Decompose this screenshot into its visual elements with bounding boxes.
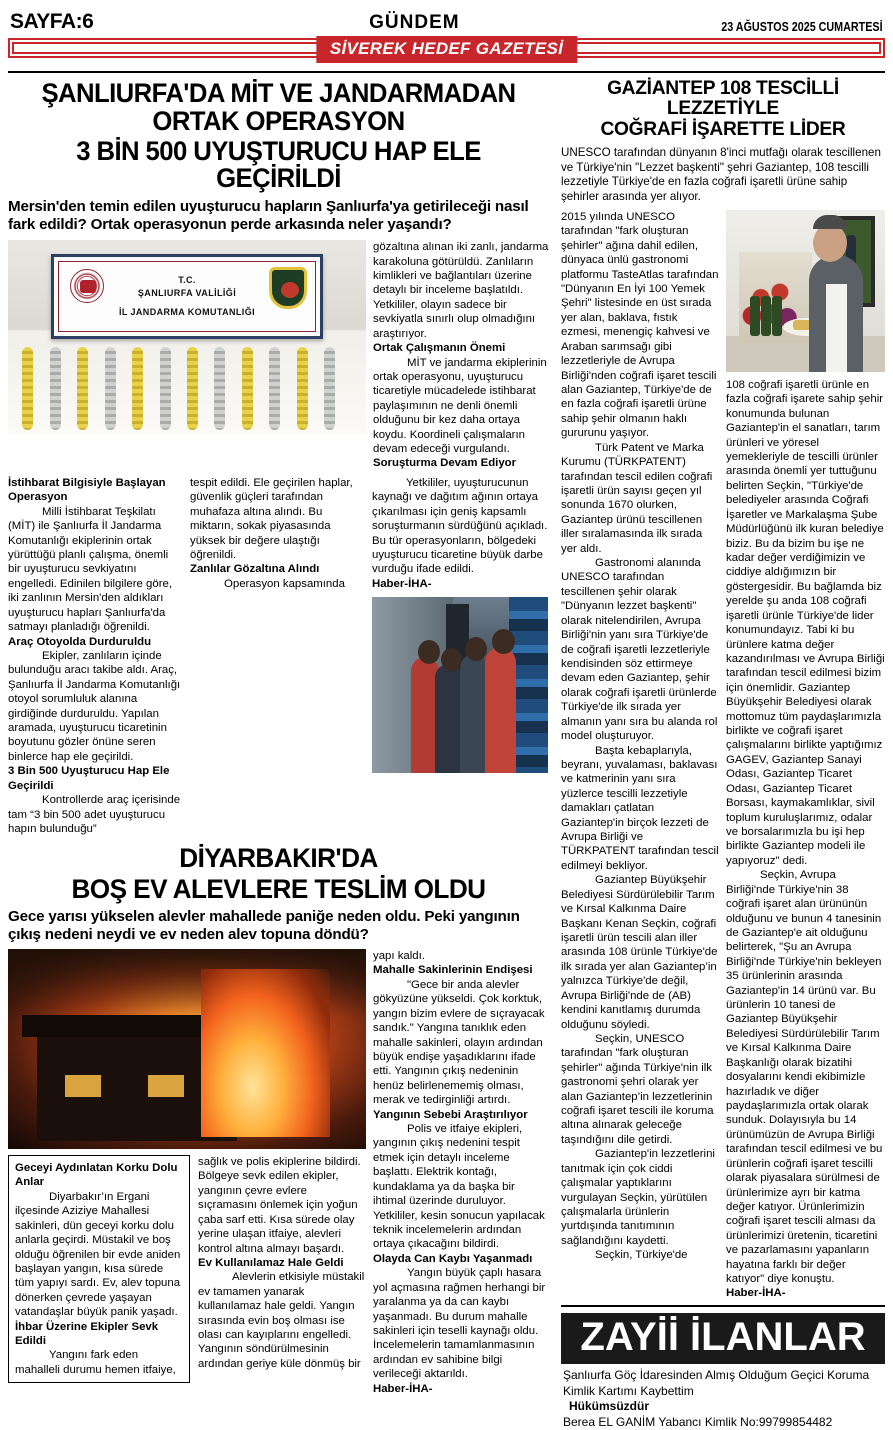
article-gaziantep-geographic-indication — [561, 79, 885, 1301]
article3-column-a — [561, 210, 719, 1301]
zayii-line-1: Şanlıurfa Göç İdaresinden Almış Olduğum Geçici Koruma Kimlik Kartımı Kaybettim — [563, 1367, 870, 1398]
content-grid — [8, 76, 885, 1430]
a2-c-p3: Yangın büyük çaplı hasara yol açmasına rağmen herhangi bir yaralanma ya da can kaybı yaşanmadı. Bu durum mahalle sakinleri için teselli kaynağı oldu. İncelemelerin tamamlanmasının ardından ev sahibine bilgi verileceği aktarıldı. — [373, 1267, 546, 1381]
a3-a-p2: Türk Patent ve Marka Kurumu (TÜRKPATENT) tarafından tescil edilen coğrafi işaretli ürün sayısı geçen yıl sonunda 1670 olurken, Gaziantep ürünü tescillenen iller sıralamasında ilk sırada yer aldı. — [561, 441, 713, 555]
a3-a-p4: Başta kebaplarıyla, beyranı, yuvalaması, baklavası ve katmerinin yanı sıra yüzlerce tescilli lezzetiyle damakları çatlatan Gaziantep'in birçok lezzeti de Avrupa Birliği ve TÜRKPATENT tarafından tescil edilmeyi bekliyor. — [561, 744, 719, 872]
article2-headline-line1: DİYARBAKIR'DA — [179, 843, 378, 874]
a1-a-h1: İstihbarat Bilgisiyle Başlayan Operasyon — [8, 476, 166, 504]
article1-column-a — [8, 476, 183, 837]
a3-a-p8: Seçkin, Türkiye'de — [595, 1249, 688, 1262]
article1-headline-line1: ŞANLIURFA'DA MİT VE JANDARMADAN ORTAK OPERASYON — [41, 78, 516, 136]
zayii-notice — [561, 1364, 885, 1430]
article3-photo-official-with-products — [726, 210, 885, 372]
article1-subhead: Mersin'den temin edilen uyuşturucu hapların Şanlıurfa'ya getirileceği nasıl fark edildi? Ortak operasyonun perde arkasında neler yaşandı? — [8, 198, 529, 234]
a3-b-p1: 108 coğrafi işaretli ürünle en fazla coğrafi işarete sahip şehir konumunda bulunan Gaziantep'in el sanatları, tarım ürünleri ve yöresel yemekleriyle de tescilli ürünler arasında önemli yer tuttuğunu belirten Seçkin, "Türkiye'de belediyeler arasında Coğrafi İşaretler ve Markalaşma Şube Müdürlüğünü ilk kuran belediye biziz. Bu da bizim bu işe ne kadar değer verdiğimizin ve ciddiye aldığımızın bir göstergesidir. Bu bağlamda biz yerelde şu anda 108 coğrafi işaretli ürünle Türkiye'de lider konumundayız. Tabi ki bu ürünlere katma değer kazandırılması ve Avrupa Birliği tarafından tescil edilmesi bizim için önemlidir. Gaziantep Büyükşehir Belediyesi olarak mottomuz tüm paydaşlarımızla birlikte ve coğrafi işaret çalışmalarını birlikte yaptığımız GAGEV, Gaziantep Sanayi Odası, Gaziantep Ticaret Odası, Gaziantep Ticaret Borsası, kaymakamlıklar, sivil toplum kuruluşlarımız, odalar ve borsalarımızla bu işi hep birlikte Gaziantep modeli ile yapıyoruz" dedi. — [726, 378, 885, 867]
masthead-divider — [8, 71, 885, 73]
zayii-ilanlar-section — [561, 1305, 885, 1430]
article3-lead: UNESCO tarafından dünyanın 8'inci mutfağı olarak tescillenen ve Türkiye'nin "Lezzet başkenti" şehri Gaziantep, 108 tescilli lezzetiyle Türkiye'de en fazla coğrafi işaretli ürüne sahip şehirler arasında yer alıyor. — [561, 146, 881, 204]
a1-a-p3: Kontrollerde araç içerisinde tam “3 bin 500 adet uyuşturucu hapın bulunduğu” — [8, 794, 181, 835]
page-number: SAYFA:6 — [10, 10, 94, 33]
zayii-line-3: Berea EL GANİM Yabancı Kimlik No:99799854482 — [563, 1414, 833, 1429]
a2-c-p1: "Gece bir anda alevler gökyüzüne yükseldi. Çok korktuk, yangın bizim evlere de sıçrayacak sandık." Yangına tanıklık eden mahalle sakinleri, olayın ardından büyük endişe yaşadıklarını ifade etti. Yangının çıkış nedeninin henüz belirlenememiş olması, merak ve tedirginliği artırdı. — [373, 978, 545, 1107]
a1-c-p3: Yetkililer, uyuşturucunun kaynağı ve dağıtım ağının ortaya çıkarılması için geniş kapsamlı soruşturmanın sürdüğünü açıkladı. Bu tür operasyonların, bölgedeki uyuşturucu ticaretine büyük darbe vurduğu ifade edildi. — [372, 476, 548, 576]
article1-column-c-top — [373, 240, 549, 471]
a1-c-h2: Soruşturma Devam Ediyor — [373, 457, 517, 470]
article2-headline-line2: BOŞ EV ALEVLERE TESLİM OLDU — [71, 873, 486, 904]
masthead — [8, 4, 885, 34]
article3-headline-line2: COĞRAFİ İŞARETTE LİDER — [600, 118, 846, 140]
a2-a-p1: Diyarbakır’ın Ergani ilçesinde Aziziye Mahallesi sakinleri, dün geceyi korku dolu anlarla geçirdi. Müstakil ve boş olduğu öğrenilen bir evde aniden başlayan yangın, kısa sürede tüm yapıyı sardı. Ev, alev topuna dönerken çevrede yaşayan vatandaşlar büyük panik yaşadı. — [15, 1190, 181, 1319]
a1-c-p2: MİT ve jandarma ekiplerinin ortak operasyonu, uyuşturucu ticaretiyle mücadelede istihbarat paylaşımının ne denli önemli olduğunu bir kez daha ortaya koydu. Koordineli çalışmaların devam edeceği vurgulandı. — [373, 356, 547, 456]
article3-headline-line1: GAZİANTEP 108 TESCİLLİ LEZZETİYLE — [607, 78, 839, 120]
a1-a-h2: Araç Otoyolda Durduruldu — [8, 635, 152, 648]
publication-date: 23 AĞUSTOS 2025 CUMARTESİ — [721, 20, 883, 34]
a2-c-p0: yapı kaldı. — [373, 949, 425, 962]
gazette-banner — [8, 38, 885, 65]
a2-b-p2: Alevlerin etkisiyle müstakil ev tamamen yanarak kullanılamaz hale geldi. Yangın sırasında evin boş olması ise olası can kayıplarını engelledi. Yangının söndürülmesinin ardından geriye küle dönmüş bir — [198, 1271, 365, 1370]
a2-c-p2: Polis ve itfaiye ekipleri, yangının çıkış nedenini tespit etmek için detaylı inceleme başlattı. Elektrik kontağı, kundaklama ya da başka bir ihtimal üzerinde duruluyor. Yetkililer, kesin sonucun yapılacak teknik incelemelerin ardından ortaya çıkacağını bildirdi. — [373, 1123, 545, 1251]
a1-a-p1: Milli İstihbarat Teşkilatı (MİT) ile Şanlıurfa İl Jandarma Komutanlığı ekiplerinin ortak yürüttüğü planlı çalışma, önemli bir uyuşturucu sevkiyatını engelledi. Edinilen bilgilere göre, iki zanlının Mersin'den aldıkları uyuşturucu hapları Şanlıurfa'da satmayı planladığı öğrenildi. — [8, 505, 173, 634]
article2-subhead: Gece yarısı yükselen alevler mahallede paniğe neden oldu. Peki yangının çıkış nedeni neydi ve ev neden alev topuna döndü? — [8, 908, 520, 944]
a2-a-p2: Yangını fark eden mahalleli durumu hemen itfaiye, — [15, 1349, 176, 1376]
article-diyarbakir-fire — [8, 844, 549, 1396]
a2-c-h2: Yangının Sebebi Araştırılıyor — [373, 1108, 528, 1121]
a2-a-h1: Geceyi Aydınlatan Korku Dolu Anlar — [15, 1161, 178, 1189]
sign-line-1: T.C. — [178, 274, 196, 285]
article1-photo-officers — [372, 597, 548, 773]
a2-b-h1: Ev Kullanılamaz Hale Geldi — [198, 1256, 344, 1269]
right-column-zone — [561, 76, 885, 1430]
article1-photo-seized-pills — [8, 240, 366, 434]
a1-a-h3: 3 Bin 500 Uyuşturucu Hap Ele Geçirildi — [8, 765, 170, 792]
article3-column-b — [726, 210, 885, 1301]
article2-column-a — [8, 1155, 190, 1383]
section-title: GÜNDEM — [369, 12, 460, 33]
a1-b-p2: Operasyon kapsamında — [224, 577, 345, 590]
article1-column-c-bottom — [372, 476, 548, 837]
sign-line-2: ŞANLIURFA VALİLİĞİ — [137, 287, 237, 298]
a2-a-h2: İhbar Üzerine Ekipler Sevk Edildi — [15, 1320, 159, 1348]
a2-c-credit: Haber-İHA- — [373, 1382, 433, 1395]
a3-a-p1: 2015 yılında UNESCO tarafından "fark oluşturan şehirler" ağına dahil edilen, dünyaca ünlü gastronomi platformu TasteAtlas tarafından "Dünyanın En İyi 100 Yemek Şehri" listesinde en üst sırada yer alan, baklava, fıstık ezmesi, menengiç kahvesi ve Araban sarımsağı gibi lezzetleriyle de Avrupa Birliği'nden coğrafi işaret tescili alan Gaziantep, Türkiye'de de en fazla coğrafi işaretli ürüne sahip şehir olmanın haklı gururunu yaşıyor. — [561, 210, 719, 440]
article1-headline-line2: 3 BİN 500 UYUŞTURUCU HAP ELE GEÇİRİLDİ — [76, 135, 481, 194]
article1-headline — [16, 80, 541, 193]
a3-a-p7: Gaziantep'in lezzetlerini tanıtmak için çok ciddi çalışmalar yaptıklarını vurgulayan Seçkin, yürütülen çalışmalarla ürünlerin yurtdışında tanıtımının sağlandığını kaydetti. — [561, 1148, 715, 1247]
a2-b-p1: sağlık ve polis ekiplerine bildirdi. Bölgeye sevk edilen ekipler, yangının çevre evlere sıçramasını önlemek için yoğun çaba sarf etti. Kısa sürede olay yerine ulaşan itfaiye, alevleri kontrol altına almayı başardı. — [198, 1155, 361, 1255]
a3-b-credit: Haber-İHA- — [726, 1287, 786, 1300]
a1-c-p1: gözaltına alınan iki zanlı, jandarma karakoluna götürüldü. Zanlıların kimlikleri ve bağlantıları üzerine detaylı bir inceleme başlatıldı. Yetkililer, olayın sadece bir sevkiyatla sınırlı olup olmadığını araştırıyor. — [373, 241, 549, 340]
a1-c-h1: Ortak Çalışmanın Önemi — [373, 342, 506, 355]
zayii-title: ZAYİİ İLANLAR — [561, 1313, 885, 1364]
left-column-zone — [8, 76, 549, 1430]
a3-a-p6: Seçkin, UNESCO tarafından "fark oluşturan şehirler" ağında Türkiye'nin ilk gastronomi şehri olarak yer alan Gaziantep’in lezzetlerinin coğrafi işaret tescili ile koruma altına alınarak geleceğe taşındığını dile getirdi. — [561, 1032, 714, 1146]
a2-c-h1: Mahalle Sakinlerinin Endişesi — [373, 964, 533, 977]
a1-a-p2: Ekipler, zanlıların içinde bulunduğu aracı takibe aldı. Araç, Şanlıurfa İl Jandarma Komutanlığı otoyol sorumluluk alanına girdiğinde durduruldu. Yapılan aramada, uyuşturucu ticaretinin boyutunu gözler önüne seren binlerce hap ele geçirildi. — [8, 649, 181, 763]
a3-a-p3: Gastronomi alanında UNESCO tarafından tescillenen şehir olarak "Dünyanın lezzet başkenti" olarak nitelendirilen, Avrupa Birliği'nin yanı sıra Türkiye'de de coğrafi işaretli lezzetleriyle kendisinden söz ettirmeye devam eden Gaziantep, şehir olarak coğrafi işaretli ürünlerde Türkiye'de ilk sırada yer almanın yanı sıra bu alanda rol model oluşturuyor. — [561, 557, 718, 743]
a1-b-h1: Zanlılar Gözaltına Alındı — [190, 563, 320, 576]
article2-headline — [16, 844, 541, 903]
article1-column-b — [190, 476, 365, 837]
article2-column-b — [198, 1155, 366, 1383]
jandarma-sign — [51, 254, 323, 339]
a3-b-p2: Seçkin, Avrupa Birliği'nde Türkiye'nin 38 coğrafi işaret alan ürününün olduğunu ve bunun 4 tanesinin de Gaziantep'e ait olduğunu belirterek, "Şu an Avrupa Birliği'nde Türkiye'nin bekleyen 35 ürünlerinin arasında Gaziantep'in 14 ürünü var. Bu ürünlerin 10 tanesi de Gaziantep Büyükşehir Belediyesi Sürdürülebilir Tarım ve Kırsal Kalkınma Daire Başkanlığı olarak bizatihi dosyalarını kendi ekibimizle hazırladık ve diğer paydaşlarımızla ortak olarak sunduk. Dolayısıyla bu 14 ürünümüzün de Avrupa Birliği tarafından tescil edilmesi ve bu ürünlerin coğrafi işaret tescilli olarak piyasalara sürülmesi de ürünlerimize ayrı bir katma değer katıyor. Ürünlerimizin coğrafi işaret tescili alması da ürünlerimizi üretenin, ticaretini ve pazarlamasını yapanların hayatına farklı bir değer katıyor" diye konuştu. — [726, 869, 883, 1286]
sign-line-3: İL JANDARMA KOMUTANLIĞI — [118, 306, 255, 317]
a3-a-p5: Gaziantep Büyükşehir Belediyesi Sürdürülebilir Tarım ve Kırsal Kalkınma Daire Başkanı Kenan Seçkin, coğrafi işaretli ürün tescili alan iller arasında 108 ürünle Türkiye'de ilk sırada yer alan Gaziantep’in yalnızca Türkiye'de değil, Avrupa Birliği'nde de (AB) kendini kanıtlamış durumda olduğunu söyledi. — [561, 874, 718, 1031]
a1-b-p1: tespit edildi. Ele geçirilen haplar, güvenlik güçleri tarafından muhafaza altına alındı. Bu miktarın, sokak piyasasında yüksek bir değere ulaştığı öğrenildi. — [190, 476, 353, 561]
article3-headline — [561, 79, 885, 140]
article2-photo-house-fire — [8, 949, 366, 1149]
article2-column-c — [373, 949, 549, 1396]
a1-c-credit: Haber-İHA- — [372, 577, 432, 590]
a2-c-h3: Olayda Can Kaybı Yaşanmadı — [373, 1252, 533, 1265]
zayii-line-2: Hükümsüzdür — [569, 1399, 650, 1414]
pill-rows — [15, 347, 359, 430]
gazette-name: SİVEREK HEDEF GAZETESİ — [316, 36, 577, 63]
article-sanliurfa-operation — [8, 80, 549, 836]
